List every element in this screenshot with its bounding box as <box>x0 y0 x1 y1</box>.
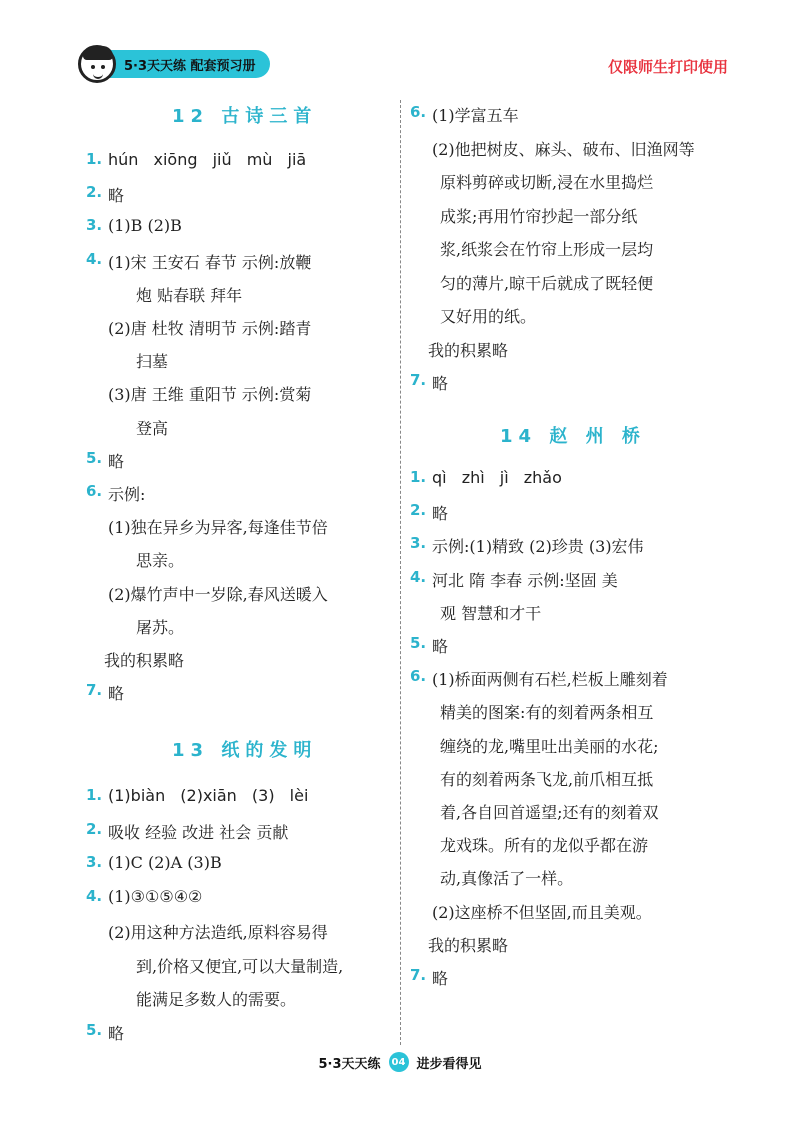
answer-text: 成浆;再用竹帘抄起一部分纸 <box>440 206 638 226</box>
answer-text: 观 智慧和才干 <box>440 603 542 623</box>
question-number: 6. <box>86 482 103 500</box>
answer-text: qì zhì jì zhǎo <box>432 468 562 487</box>
answer-text: (2)这座桥不但坚固,而且美观。 <box>432 902 652 922</box>
answer-text: (1)独在异乡为异客,每逢佳节倍 <box>108 518 328 538</box>
question-number: 4. <box>86 249 103 268</box>
question-number: 6. <box>410 667 427 686</box>
answer-text: (2)唐 杜牧 清明节 示例:踏青 <box>108 319 312 338</box>
answer-text: 略 <box>432 374 449 393</box>
answer-text: 原料剪碎或切断,浸在水里捣烂 <box>440 173 654 192</box>
answer-text: 登高 <box>136 418 169 438</box>
question-number: 3. <box>86 216 103 235</box>
answer-text: 缠绕的龙,嘴里吐出美丽的水花; <box>440 736 659 756</box>
question-number: 1. <box>86 786 103 804</box>
mascot-logo-icon <box>78 45 116 83</box>
answer-text: (2)爆竹声中一岁除,春风送暖入 <box>108 584 328 604</box>
answer-text: (1)宋 王安石 春节 示例:放鞭 <box>108 252 312 272</box>
question-number: 2. <box>410 501 427 520</box>
question-number: 7. <box>410 966 427 984</box>
answer-text: 有的刻着两条飞龙,前爪相互抵 <box>440 769 654 789</box>
answer-text: 略 <box>432 969 449 988</box>
question-number: 3. <box>86 853 103 871</box>
footer-brand: 5·3天天练 <box>318 1056 381 1072</box>
answer-text: 略 <box>108 1023 125 1043</box>
answer-text: (3)唐 王维 重阳节 示例:赏菊 <box>108 385 312 405</box>
section-title-12: 12 古诗三首 <box>172 106 318 127</box>
answer-text: 龙戏珠。所有的龙似乎都在游 <box>440 836 649 856</box>
answer-text: 略 <box>432 504 449 524</box>
answer-text: 吸收 经验 改进 社会 贡献 <box>108 822 289 842</box>
question-number: 2. <box>86 819 103 838</box>
page-number: 04 <box>389 1052 409 1072</box>
question-number: 4. <box>86 886 103 905</box>
question-number: 4. <box>410 567 427 586</box>
header-badge <box>78 45 270 83</box>
answer-text: 我的积累略 <box>428 935 509 955</box>
question-number: 2. <box>86 183 103 202</box>
answer-text: 屠苏。 <box>136 617 185 637</box>
answer-text: 略 <box>108 451 125 471</box>
answer-text: 到,价格又便宜,可以大量制造, <box>136 956 344 976</box>
answer-text: 思亲。 <box>136 551 185 571</box>
question-number: 6. <box>410 103 427 121</box>
question-number: 1. <box>410 468 427 486</box>
section-title-14: 14 赵 州 桥 <box>500 426 646 447</box>
question-number: 5. <box>410 634 427 652</box>
question-number: 7. <box>86 681 103 700</box>
answer-text: 着,各自回首遥望;还有的刻着双 <box>440 803 659 822</box>
answer-text: (1)B (2)B <box>108 216 182 236</box>
answer-text: 河北 隋 李春 示例:坚固 美 <box>432 570 618 590</box>
answer-text: (1)③①⑤④② <box>108 886 203 906</box>
answer-text: (1)桥面两侧有石栏,栏板上雕刻着 <box>432 670 668 690</box>
answer-text: 又好用的纸。 <box>440 307 537 326</box>
answer-text: (2)用这种方法造纸,原料容易得 <box>108 923 328 942</box>
page-footer <box>0 1052 800 1072</box>
answer-text: 略 <box>432 637 449 656</box>
answer-text: 炮 贴春联 拜年 <box>136 285 243 305</box>
answer-text: 动,真像活了一样。 <box>440 869 574 889</box>
question-number: 5. <box>86 1020 103 1039</box>
answer-text: (1)学富五车 <box>432 106 519 125</box>
answer-text: (1)C (2)A (3)B <box>108 853 222 872</box>
answer-text: 浆,纸浆会在竹帘上形成一层均 <box>440 240 654 259</box>
answer-text: 略 <box>108 186 125 206</box>
answer-text: 略 <box>108 684 125 704</box>
section-title-13: 13 纸的发明 <box>172 740 318 761</box>
answer-text: 精美的图案:有的刻着两条相互 <box>440 703 654 723</box>
answer-text: hún xiōng jiǔ mù jiā <box>108 150 307 169</box>
answer-text: 示例: <box>108 485 146 504</box>
answer-text: 我的积累略 <box>428 340 509 360</box>
answer-text: (2)他把树皮、麻头、破布、旧渔网等 <box>432 139 695 159</box>
book-title-badge: 5·3天天练 配套预习册 <box>104 50 270 78</box>
question-number: 1. <box>86 150 103 168</box>
answer-text: 能满足多数人的需要。 <box>136 990 297 1009</box>
question-number: 3. <box>410 534 427 553</box>
question-number: 7. <box>410 371 427 389</box>
answer-text: 扫墓 <box>136 352 169 372</box>
answer-text: 示例:(1)精致 (2)珍贵 (3)宏伟 <box>432 537 644 557</box>
answer-text: 匀的薄片,晾干后就成了既轻便 <box>440 273 654 293</box>
answer-text: 我的积累略 <box>104 651 185 670</box>
question-number: 5. <box>86 448 103 467</box>
footer-slogan: 进步看得见 <box>416 1056 482 1072</box>
answer-text: (1)biàn (2)xiān (3) lèi <box>108 786 309 805</box>
column-divider <box>400 100 401 1045</box>
print-notice: 仅限师生打印使用 <box>607 58 728 76</box>
